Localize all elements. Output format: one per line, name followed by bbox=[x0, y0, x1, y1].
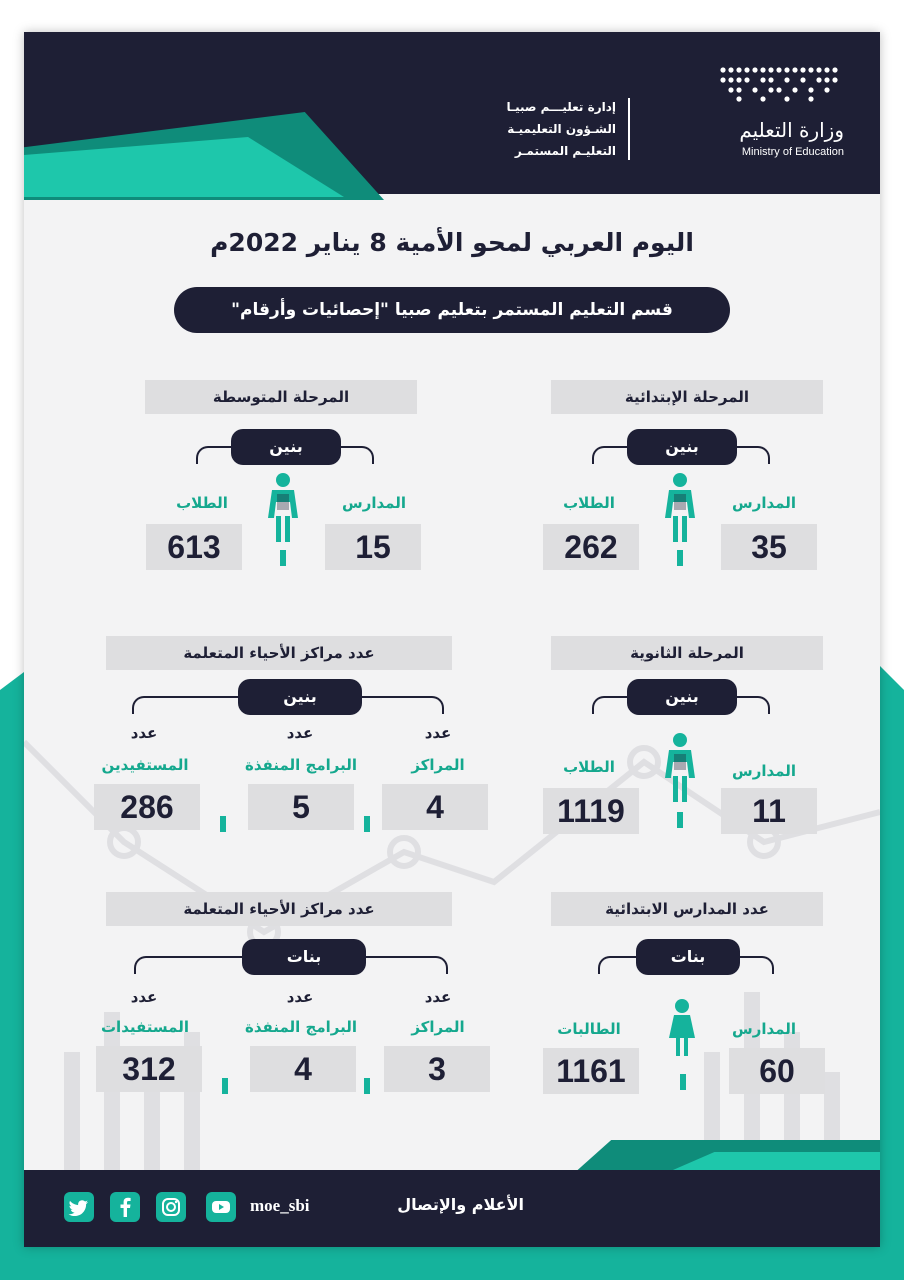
value-programs: 4 bbox=[250, 1046, 356, 1092]
gender-pill-boys: بنين bbox=[627, 679, 737, 715]
divider-tick bbox=[364, 816, 370, 832]
boy-student-icon bbox=[661, 732, 699, 806]
value-students: 262 bbox=[543, 524, 639, 570]
label-centers: المراكز bbox=[411, 1018, 465, 1036]
value-schools: 60 bbox=[729, 1048, 825, 1094]
section-title-secondary-boys: المرحلة الثانوية bbox=[551, 636, 823, 670]
boy-student-icon bbox=[661, 472, 699, 546]
label-count-word: عدد bbox=[130, 724, 158, 742]
label-count-word: عدد bbox=[286, 724, 314, 742]
label-beneficiaries: المستفيدين bbox=[101, 756, 189, 774]
label-count-word: عدد bbox=[424, 724, 452, 742]
section-title-primary-boys: المرحلة الإبتدائية bbox=[551, 380, 823, 414]
label-count-word: عدد bbox=[424, 988, 452, 1006]
section-title-middle-boys: المرحلة المتوسطة bbox=[145, 380, 417, 414]
gender-pill-boys: بنين bbox=[238, 679, 362, 715]
label-students-girls: الطالبات bbox=[557, 1020, 621, 1038]
page-subtitle: قسم التعليم المستمر بتعليم صبيا "إحصائيات وأرقام" bbox=[174, 287, 730, 333]
divider-tick bbox=[222, 1078, 228, 1094]
ministry-name-english: Ministry of Education bbox=[741, 146, 844, 158]
department-lines bbox=[444, 96, 616, 162]
label-count-word: عدد bbox=[286, 988, 314, 1006]
value-schools: 15 bbox=[325, 524, 421, 570]
label-programs: البرامج المنفذة bbox=[245, 756, 357, 774]
value-centers: 3 bbox=[384, 1046, 490, 1092]
footer-label: الأعلام والإتصال bbox=[397, 1195, 524, 1214]
gender-pill-boys: بنين bbox=[231, 429, 341, 465]
instagram-icon[interactable] bbox=[156, 1192, 186, 1222]
label-count-word: عدد bbox=[130, 988, 158, 1006]
gender-pill-girls: بنات bbox=[636, 939, 740, 975]
label-students: الطلاب bbox=[176, 494, 228, 512]
label-students: الطلاب bbox=[563, 494, 615, 512]
divider-tick bbox=[280, 550, 286, 566]
girl-student-icon bbox=[667, 998, 697, 1058]
dept-line-3: التعليـم المستمـر bbox=[514, 144, 616, 158]
label-schools: المدارس bbox=[732, 494, 796, 512]
value-centers: 4 bbox=[382, 784, 488, 830]
ministry-logo-icon bbox=[719, 66, 845, 102]
gender-pill-girls: بنات bbox=[242, 939, 366, 975]
value-beneficiaries: 312 bbox=[96, 1046, 202, 1092]
boy-student-icon bbox=[264, 472, 302, 546]
infographic-card bbox=[24, 32, 880, 1247]
value-schools: 35 bbox=[721, 524, 817, 570]
value-beneficiaries: 286 bbox=[94, 784, 200, 830]
youtube-icon[interactable] bbox=[206, 1192, 236, 1222]
label-schools: المدارس bbox=[342, 494, 406, 512]
header-separator bbox=[628, 98, 630, 160]
divider-tick bbox=[220, 816, 226, 832]
section-title-centers-boys: عدد مراكز الأحياء المتعلمة bbox=[106, 636, 452, 670]
label-students: الطلاب bbox=[563, 758, 615, 776]
dept-line-1: إدارة تعليـــم صبيـا bbox=[506, 100, 616, 114]
twitter-icon[interactable] bbox=[64, 1192, 94, 1222]
value-students: 1119 bbox=[543, 788, 639, 834]
label-programs: البرامج المنفذة bbox=[245, 1018, 357, 1036]
gender-pill-boys: بنين bbox=[627, 429, 737, 465]
value-students: 613 bbox=[146, 524, 242, 570]
divider-tick bbox=[680, 1074, 686, 1090]
label-centers: المراكز bbox=[411, 756, 465, 774]
label-schools: المدارس bbox=[732, 762, 796, 780]
divider-tick bbox=[677, 550, 683, 566]
dept-line-2: الشـؤون التعليميـة bbox=[507, 122, 616, 136]
page-title: اليوم العربي لمحو الأمية 8 يناير 2022م bbox=[210, 228, 694, 257]
section-title-primary-girls: عدد المدارس الابتدائية bbox=[551, 892, 823, 926]
divider-tick bbox=[364, 1078, 370, 1094]
label-beneficiaries-girls: المستفيدات bbox=[100, 1018, 189, 1036]
footer-handle[interactable]: moe_sbi bbox=[250, 1196, 310, 1215]
label-schools: المدارس bbox=[732, 1020, 796, 1038]
value-programs: 5 bbox=[248, 784, 354, 830]
value-students: 1161 bbox=[543, 1048, 639, 1094]
section-title-centers-girls: عدد مراكز الأحياء المتعلمة bbox=[106, 892, 452, 926]
ministry-name-arabic: وزارة التعليم bbox=[739, 118, 844, 142]
value-schools: 11 bbox=[721, 788, 817, 834]
divider-tick bbox=[677, 812, 683, 828]
facebook-icon[interactable] bbox=[110, 1192, 140, 1222]
